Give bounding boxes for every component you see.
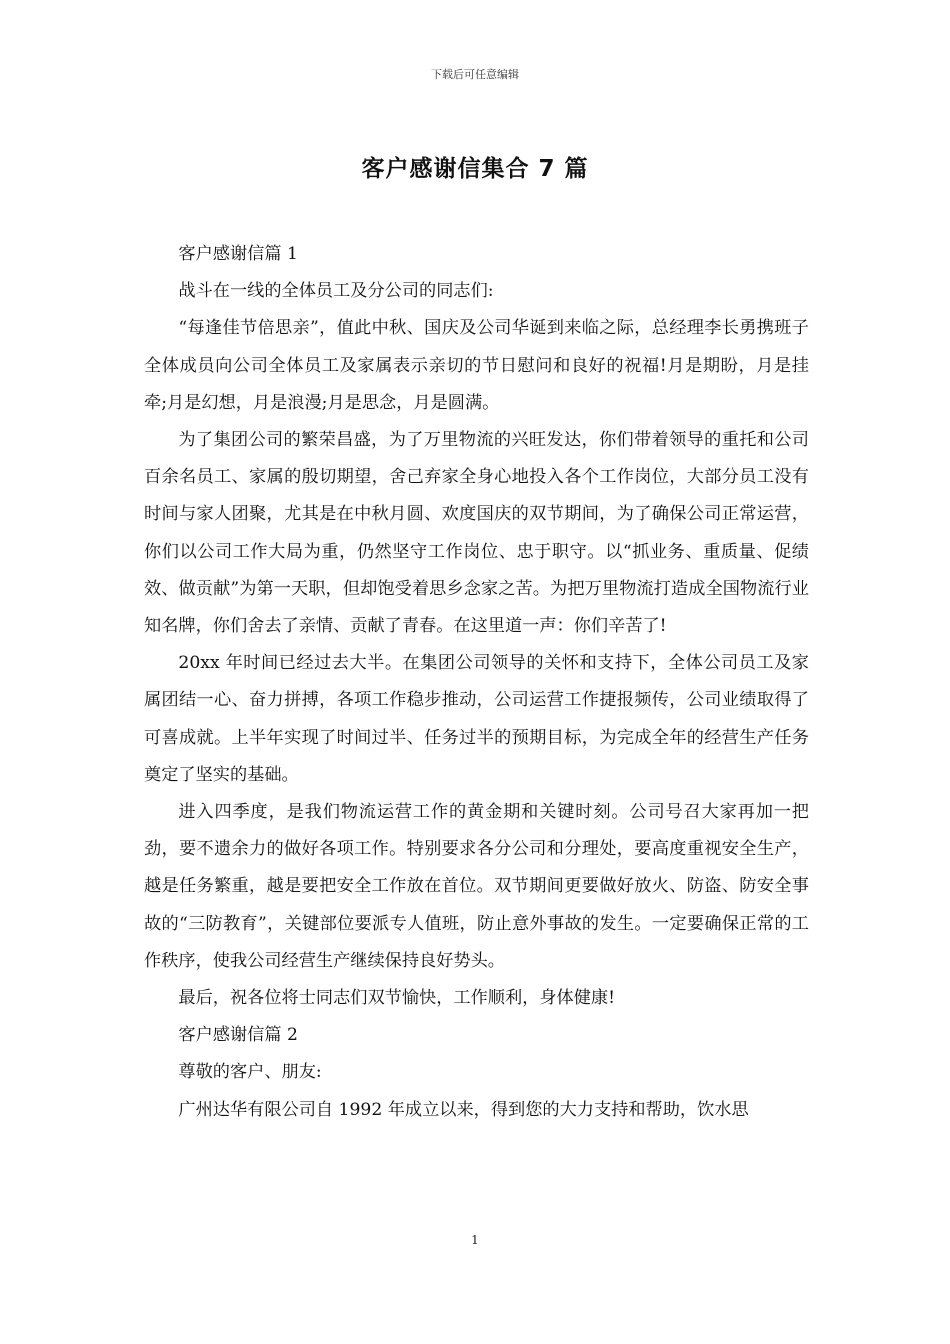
- salutation-2: 尊敬的客户、朋友:: [178, 1062, 322, 1083]
- body-paragraph: “每逢佳节倍思亲”，值此中秋、国庆及公司华诞到来临之际，总经理李长勇携班子全体成员向公司全体员工及家属表示亲切的节日慰问和良好的祝福!月是期盼，月是挂牵;月是幻想，月是浪漫;月是思念，月是圆满。: [144, 318, 809, 413]
- closing-paragraph: 最后，祝各位将士同志们双节愉快，工作顺利，身体健康!: [178, 988, 615, 1009]
- page-header-note: 下载后可任意编辑: [431, 68, 519, 81]
- body-paragraph: 为了集团公司的繁荣昌盛，为了万里物流的兴旺发达，你们带着领导的重托和公司百余名员工、家属的殷切期望，舍己弃家全身心地投入各个工作岗位，大部分员工没有时间与家人团聚，尤其是在中秋月圆、欢度国庆的双节期间，为了确保公司正常运营，你们以公司工作大局为重，仍然坚守工作岗位、忠于职守。以“抓业务、重质量、促绩效、做贡献”为第一天职，但却饱受着思乡念家之苦。为把万里物流打造成全国物流行业知名牌，你们舍去了亲情、贡献了青春。在这里道一声：你们辛苦了!: [144, 430, 809, 637]
- body-paragraph: 20xx 年时间已经过去大半。在集团公司领导的关怀和支持下，全体公司员工及家属团结一心、奋力拼搏，各项工作稳步推动，公司运营工作捷报频传，公司业绩取得了可喜成就。上半年实现了时间过半、任务过半的预期目标，为完成全年的经营生产任务奠定了坚实的基础。: [144, 653, 809, 785]
- document-title: 客户感谢信集合 7 篇: [361, 156, 589, 182]
- document-body: [144, 236, 809, 1129]
- page-number: 1: [471, 1233, 479, 1247]
- section-heading-2: 客户感谢信篇 2: [178, 1025, 298, 1046]
- salutation-1: 战斗在一线的全体员工及分公司的同志们:: [178, 281, 494, 302]
- body-paragraph: 广州达华有限公司自 1992 年成立以来，得到您的大力支持和帮助，饮水思: [178, 1099, 749, 1120]
- section-heading-1: 客户感谢信篇 1: [178, 244, 298, 264]
- body-paragraph: 进入四季度，是我们物流运营工作的黄金期和关键时刻。公司号召大家再加一把劲，要不遗余力的做好各项工作。特别要求各分公司和分理处，要高度重视安全生产，越是任务繁重，越是要把安全工作放在首位。双节期间更要做好放火、防盗、防安全事故的“三防教育”，关键部位要派专人值班，防止意外事故的发生。一定要确保正常的工作秩序，使我公司经营生产继续保持良好势头。: [144, 802, 809, 971]
